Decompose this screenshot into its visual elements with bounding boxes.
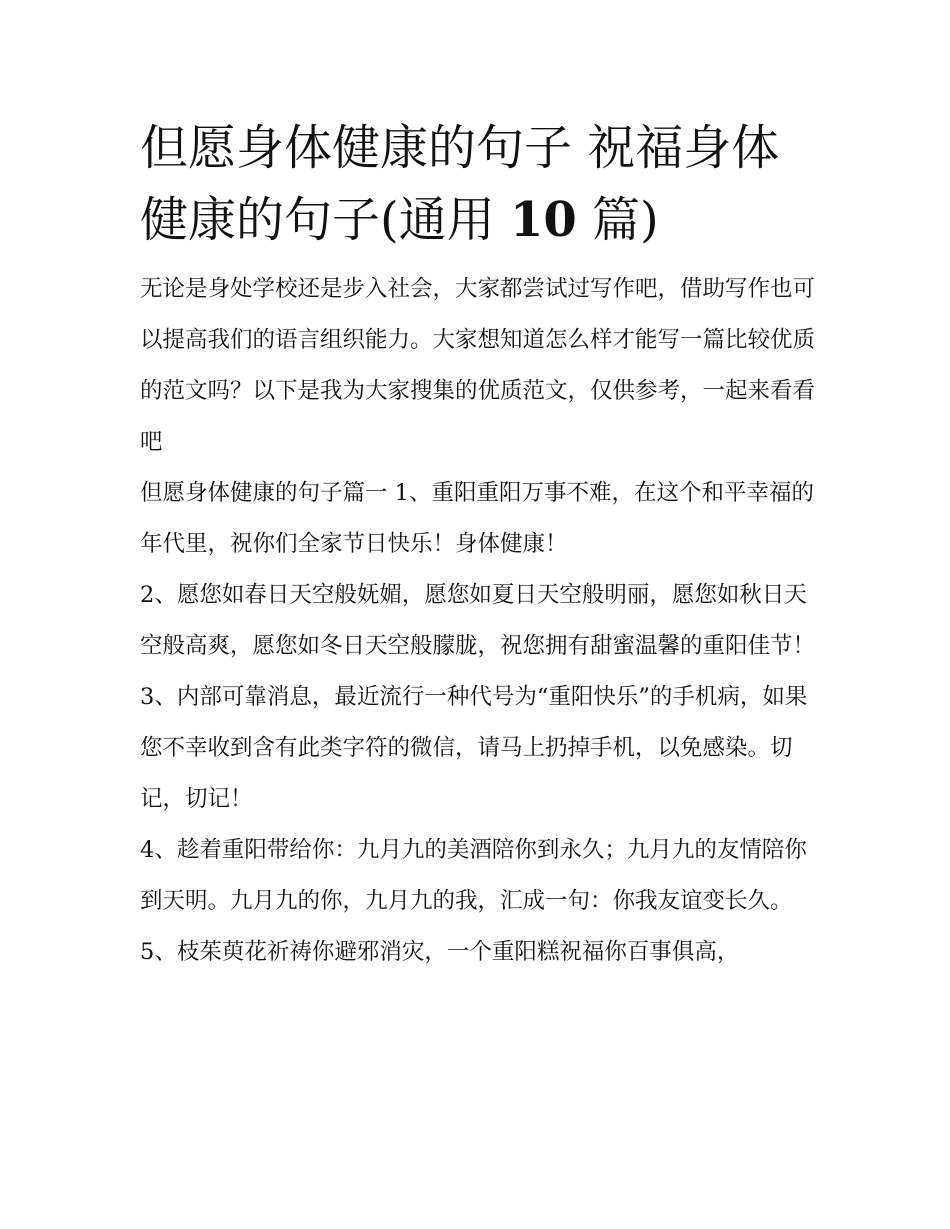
- title-number: 10: [510, 192, 577, 248]
- document-page: [140, 112, 820, 978]
- title-text-1: 但愿身体健康的句子 祝福身体健康的句子(通用: [140, 120, 780, 248]
- item-paragraph-3: 3、内部可靠消息，最近流行一种代号为“重阳快乐”的手机病，如果您不幸收到含有此类字符的微信，请马上扔掉手机，以免感染。切记，切记！: [140, 684, 808, 812]
- item-paragraph-1: 但愿身体健康的句子篇一 1、重阳重阳万事不难，在这个和平幸福的年代里，祝你们全家节日快乐！身体健康！: [140, 480, 814, 557]
- item-paragraph-2: 2、愿您如春日天空般妩媚，愿您如夏日天空般明丽，愿您如秋日天空般高爽，愿您如冬日天空般朦胧，祝您拥有甜蜜温馨的重阳佳节！: [140, 582, 816, 659]
- document-title: [140, 112, 820, 256]
- item-paragraph-5: 5、枝茱萸花祈祷你避邪消灾，一个重阳糕祝福你百事俱高，: [140, 939, 740, 965]
- item-paragraph-4: 4、趁着重阳带给你：九月九的美酒陪你到永久；九月九的友情陪你到天明。九月九的你，九月九的我，汇成一句：你我友谊变长久。: [140, 837, 807, 914]
- intro-paragraph: 无论是身处学校还是步入社会，大家都尝试过写作吧，借助写作也可以提高我们的语言组织能力。大家想知道怎么样才能写一篇比较优质的范文吗？以下是我为大家搜集的优质范文，仅供参考，一起来看看吧: [140, 276, 816, 455]
- title-text-2: 篇): [576, 192, 659, 248]
